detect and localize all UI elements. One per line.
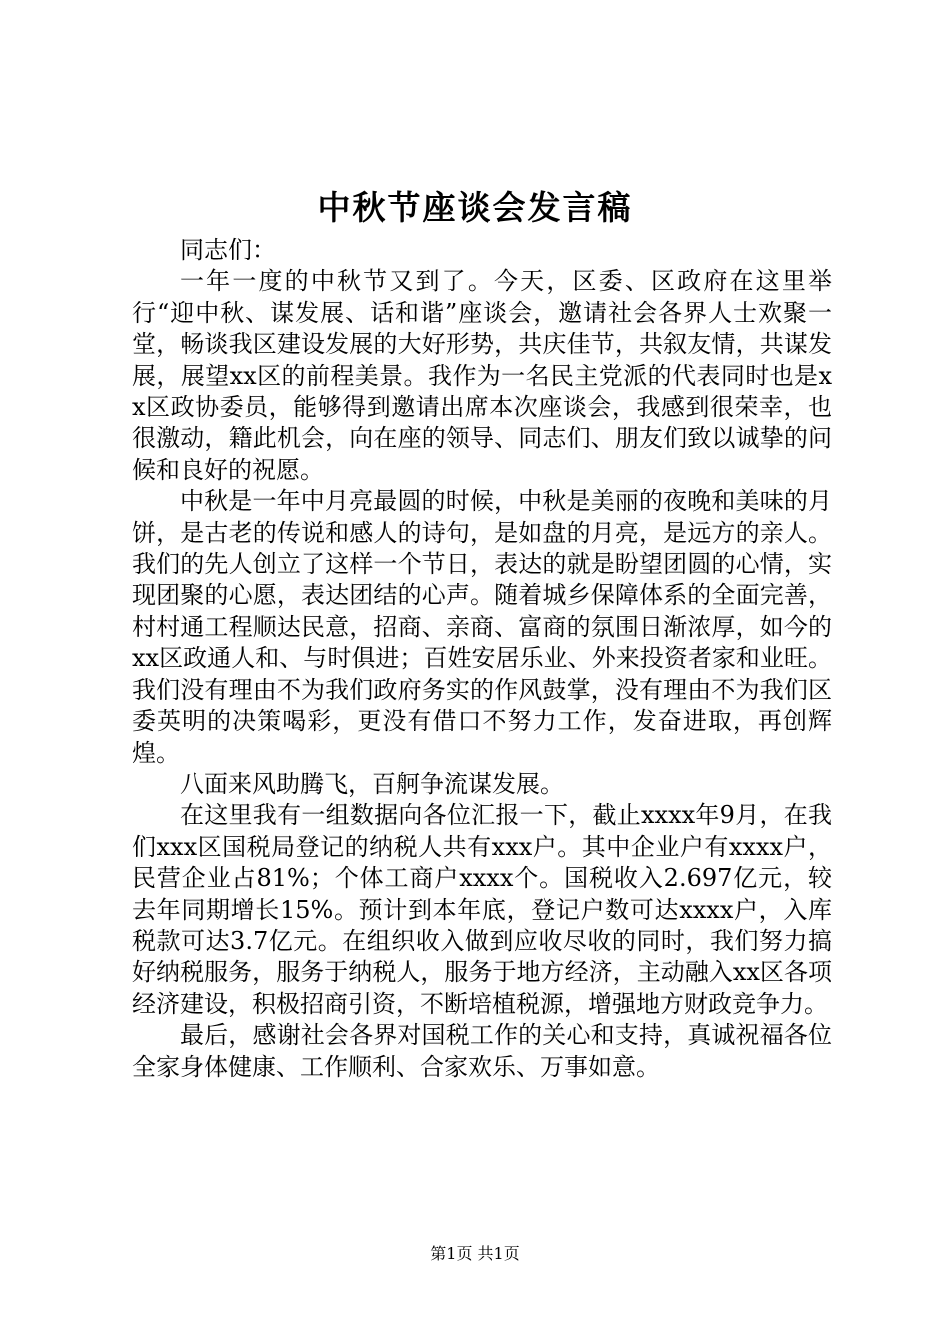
paragraph: 一年一度的中秋节又到了。今天，区委、区政府在这里举行“迎中秋、谋发展、话和谐”座谈会，邀请社会各界人士欢聚一堂，畅谈我区建设发展的大好形势，共庆佳节，共叙友情，共谋发展，展望xx区的前程美景。我作为一名民主党派的代表同时也是xx区政协委员，能够得到邀请出席本次座谈会，我感到很荣幸，也很激动，籍此机会，向在座的领导、同志们、朋友们致以诚挚的问候和良好的祝愿。 [132,267,832,484]
paragraph: 中秋是一年中月亮最圆的时候，中秋是美丽的夜晚和美味的月饼，是古老的传说和感人的诗句，是如盘的月亮，是远方的亲人。我们的先人创立了这样一个节日，表达的就是盼望团圆的心情，实现团聚的心愿，表达团结的心声。随着城乡保障体系的全面完善，村村通工程顺达民意，招商、亲商、富商的氛围日渐浓厚，如今的xx区政通人和、与时俱进；百姓安居乐业、外来投资者家和业旺。我们没有理由不为我们政府务实的作风鼓掌，没有理由不为我们区委英明的决策喝彩，更没有借口不努力工作，发奋进取，再创辉煌。 [132,487,832,767]
page-number-footer: 第1页 共1页 [430,1244,520,1263]
document-body [132,235,832,1083]
paragraph: 在这里我有一组数据向各位汇报一下，截止xxxx年9月，在我们xxx区国税局登记的纳税人共有xxx户。其中企业户有xxxx户，民营企业占81%；个体工商户xxxx个。国税收入2.697亿元，较去年同期增长15%。预计到本年底，登记户数可达xxxx户，入库税款可达3.7亿元。在组织收入做到应收尽收的同时，我们努力搞好纳税服务，服务于纳税人，服务于地方经济，主动融入xx区各项经济建设，积极招商引资，不断培植税源，增强地方财政竞争力。 [132,801,832,1018]
paragraph: 最后，感谢社会各界对国税工作的关心和支持，真诚祝福各位全家身体健康、工作顺利、合家欢乐、万事如意。 [132,1021,832,1081]
salutation: 同志们： [180,236,276,264]
document-title: 中秋节座谈会发言稿 [317,188,633,227]
paragraph: 八面来风助腾飞，百舸争流谋发展。 [180,769,564,798]
